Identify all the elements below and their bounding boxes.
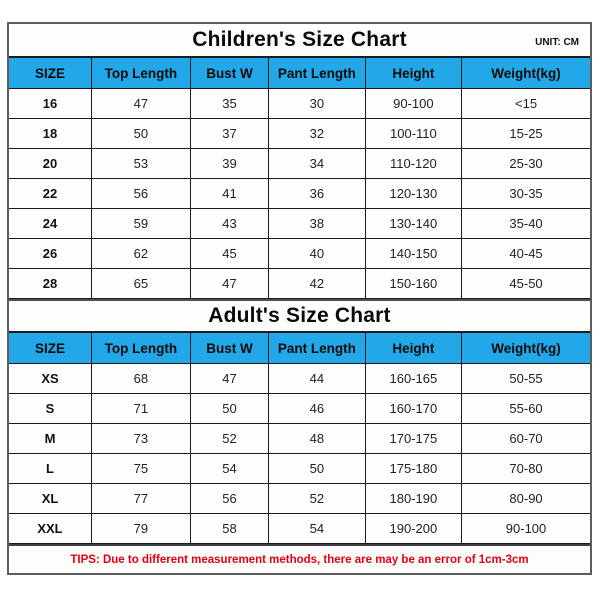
adult-table-body [9, 364, 590, 544]
table-cell: 160-170 [365, 394, 461, 424]
column-header: Bust W [190, 58, 268, 89]
column-header: Bust W [190, 333, 268, 364]
children-table-header [9, 58, 590, 89]
table-cell: XXL [9, 514, 92, 544]
table-cell: 120-130 [365, 179, 461, 209]
table-cell: 56 [190, 484, 268, 514]
table-cell: 62 [92, 239, 191, 269]
table-cell: 71 [92, 394, 191, 424]
table-cell: 45 [190, 239, 268, 269]
table-row [9, 454, 590, 484]
tips-text: TIPS: Due to different measurement methods, there are may be an error of 1cm-3cm [70, 553, 529, 566]
table-cell: 65 [92, 269, 191, 299]
table-cell: 35 [190, 89, 268, 119]
children-title-row [9, 24, 590, 57]
table-cell: 20 [9, 149, 92, 179]
table-cell: 59 [92, 209, 191, 239]
table-cell: 130-140 [365, 209, 461, 239]
column-header: SIZE [9, 333, 92, 364]
adult-size-table [9, 332, 590, 544]
table-cell: 16 [9, 89, 92, 119]
table-cell: 45-50 [462, 269, 590, 299]
children-chart-title: Children's Size Chart [192, 28, 407, 51]
table-cell: 38 [269, 209, 365, 239]
table-cell: 36 [269, 179, 365, 209]
column-header: Weight(kg) [462, 58, 590, 89]
column-header: SIZE [9, 58, 92, 89]
column-header: Pant Length [269, 58, 365, 89]
table-cell: 73 [92, 424, 191, 454]
column-header: Weight(kg) [462, 333, 590, 364]
size-chart-image [7, 22, 592, 575]
table-cell: 30-35 [462, 179, 590, 209]
table-cell: L [9, 454, 92, 484]
table-cell: 70-80 [462, 454, 590, 484]
table-cell: 175-180 [365, 454, 461, 484]
table-cell: 190-200 [365, 514, 461, 544]
table-row [9, 239, 590, 269]
table-cell: 52 [269, 484, 365, 514]
table-cell: 50-55 [462, 364, 590, 394]
table-cell: 32 [269, 119, 365, 149]
table-row [9, 149, 590, 179]
table-cell: 26 [9, 239, 92, 269]
table-cell: 77 [92, 484, 191, 514]
table-cell: 58 [190, 514, 268, 544]
table-cell: 170-175 [365, 424, 461, 454]
tips-row [9, 544, 590, 573]
column-header: Top Length [92, 333, 191, 364]
table-cell: 60-70 [462, 424, 590, 454]
children-size-table [9, 57, 590, 299]
table-cell: 100-110 [365, 119, 461, 149]
table-cell: 22 [9, 179, 92, 209]
table-row [9, 394, 590, 424]
table-cell: 47 [190, 364, 268, 394]
unit-label: UNIT: CM [535, 37, 579, 48]
adult-chart-title: Adult's Size Chart [208, 304, 391, 327]
table-cell: 43 [190, 209, 268, 239]
table-row [9, 119, 590, 149]
table-cell: 55-60 [462, 394, 590, 424]
table-cell: M [9, 424, 92, 454]
table-cell: 50 [269, 454, 365, 484]
table-cell: 140-150 [365, 239, 461, 269]
table-cell: 53 [92, 149, 191, 179]
table-cell: <15 [462, 89, 590, 119]
table-cell: XL [9, 484, 92, 514]
table-cell: 150-160 [365, 269, 461, 299]
table-row [9, 89, 590, 119]
table-cell: XS [9, 364, 92, 394]
table-cell: 30 [269, 89, 365, 119]
table-cell: 47 [190, 269, 268, 299]
table-cell: 110-120 [365, 149, 461, 179]
table-cell: 160-165 [365, 364, 461, 394]
column-header: Height [365, 58, 461, 89]
table-cell: 34 [269, 149, 365, 179]
adult-table-header [9, 333, 590, 364]
table-cell: 80-90 [462, 484, 590, 514]
table-cell: S [9, 394, 92, 424]
table-cell: 28 [9, 269, 92, 299]
table-cell: 180-190 [365, 484, 461, 514]
table-row [9, 424, 590, 454]
table-cell: 50 [190, 394, 268, 424]
table-row [9, 179, 590, 209]
table-cell: 18 [9, 119, 92, 149]
column-header: Top Length [92, 58, 191, 89]
table-cell: 54 [269, 514, 365, 544]
table-cell: 42 [269, 269, 365, 299]
table-cell: 68 [92, 364, 191, 394]
table-row [9, 269, 590, 299]
table-row [9, 364, 590, 394]
table-cell: 24 [9, 209, 92, 239]
table-cell: 54 [190, 454, 268, 484]
table-cell: 75 [92, 454, 191, 484]
table-row [9, 514, 590, 544]
table-cell: 50 [92, 119, 191, 149]
table-cell: 40-45 [462, 239, 590, 269]
table-cell: 47 [92, 89, 191, 119]
table-row [9, 484, 590, 514]
table-cell: 25-30 [462, 149, 590, 179]
table-cell: 56 [92, 179, 191, 209]
table-cell: 90-100 [462, 514, 590, 544]
children-table-body [9, 89, 590, 299]
table-cell: 46 [269, 394, 365, 424]
table-row [9, 209, 590, 239]
table-cell: 35-40 [462, 209, 590, 239]
table-cell: 37 [190, 119, 268, 149]
table-cell: 48 [269, 424, 365, 454]
table-cell: 79 [92, 514, 191, 544]
table-cell: 44 [269, 364, 365, 394]
table-cell: 41 [190, 179, 268, 209]
adult-title-row [9, 299, 590, 332]
table-cell: 39 [190, 149, 268, 179]
header-row [9, 58, 590, 89]
column-header: Height [365, 333, 461, 364]
table-cell: 52 [190, 424, 268, 454]
table-cell: 40 [269, 239, 365, 269]
header-row [9, 333, 590, 364]
table-cell: 90-100 [365, 89, 461, 119]
table-cell: 15-25 [462, 119, 590, 149]
column-header: Pant Length [269, 333, 365, 364]
